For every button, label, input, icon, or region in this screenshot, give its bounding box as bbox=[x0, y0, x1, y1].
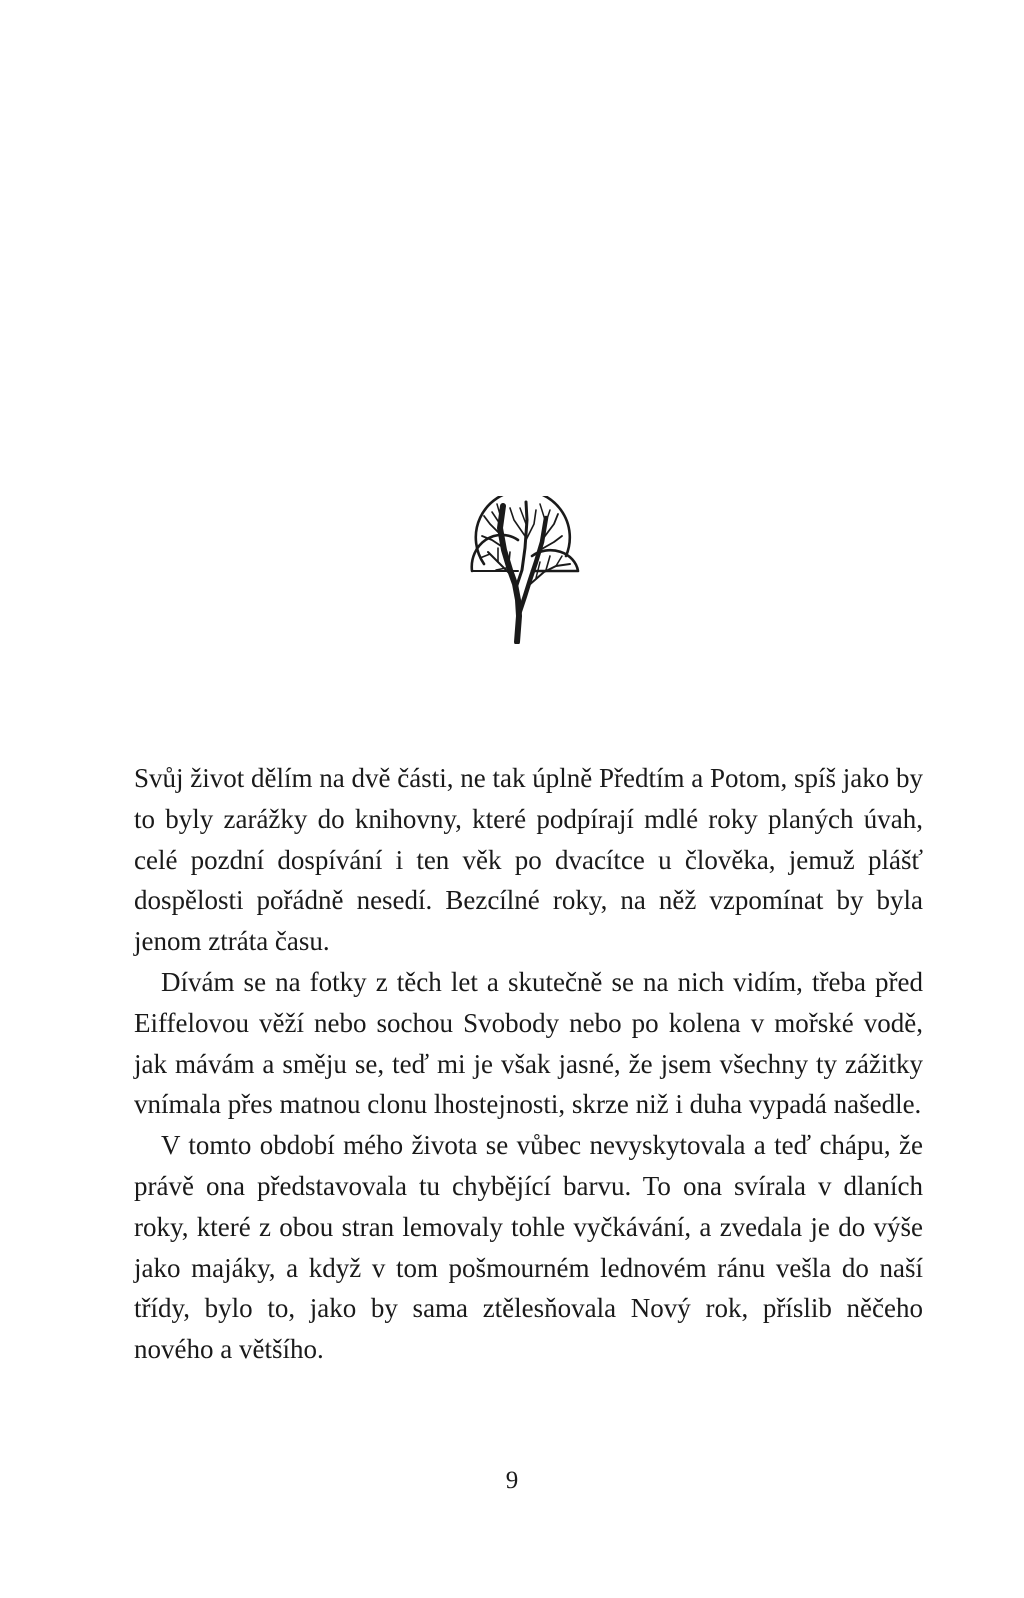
body-text bbox=[134, 758, 923, 1370]
tree-icon bbox=[470, 496, 586, 644]
page-number: 9 bbox=[505, 1467, 519, 1494]
paragraph: Dívám se na fotky z těch let a skutečně se na nich vidím, třeba před Eiffelovou věží nebo sochou Svobody nebo po kolena v mořské vodě, jak mávám a směju se, teď mi je však jasné, že jsem všechny ty zážitky vnímala přes matnou clonu lhostejnosti, skrze niž i duha vypadá našedle. bbox=[134, 966, 923, 1120]
paragraph: Svůj život dělím na dvě části, ne tak úplně Předtím a Potom, spíš jako by to byly zarážky do knihovny, které podpírají mdlé roky planých úvah, celé pozdní dospívání i ten věk po dvacítce u člověka, jemuž plášť dospělosti pořádně nesedí. Bezcílné roky, na něž vzpomínat by byla jenom ztráta času. bbox=[134, 763, 923, 957]
paragraph: V tomto období mého života se vůbec nevyskytovala a teď chápu, že právě ona představovala tu chybějící barvu. To ona svírala v dlaních roky, které z obou stran lemovaly tohle vyčkávání, a zvedala je do výše jako majáky, a když v tom pošmourném lednovém ránu vešla do naší třídy, bylo to, jako by sama ztělesňovala Nový rok, příslib něčeho nového a většího. bbox=[134, 1130, 923, 1365]
